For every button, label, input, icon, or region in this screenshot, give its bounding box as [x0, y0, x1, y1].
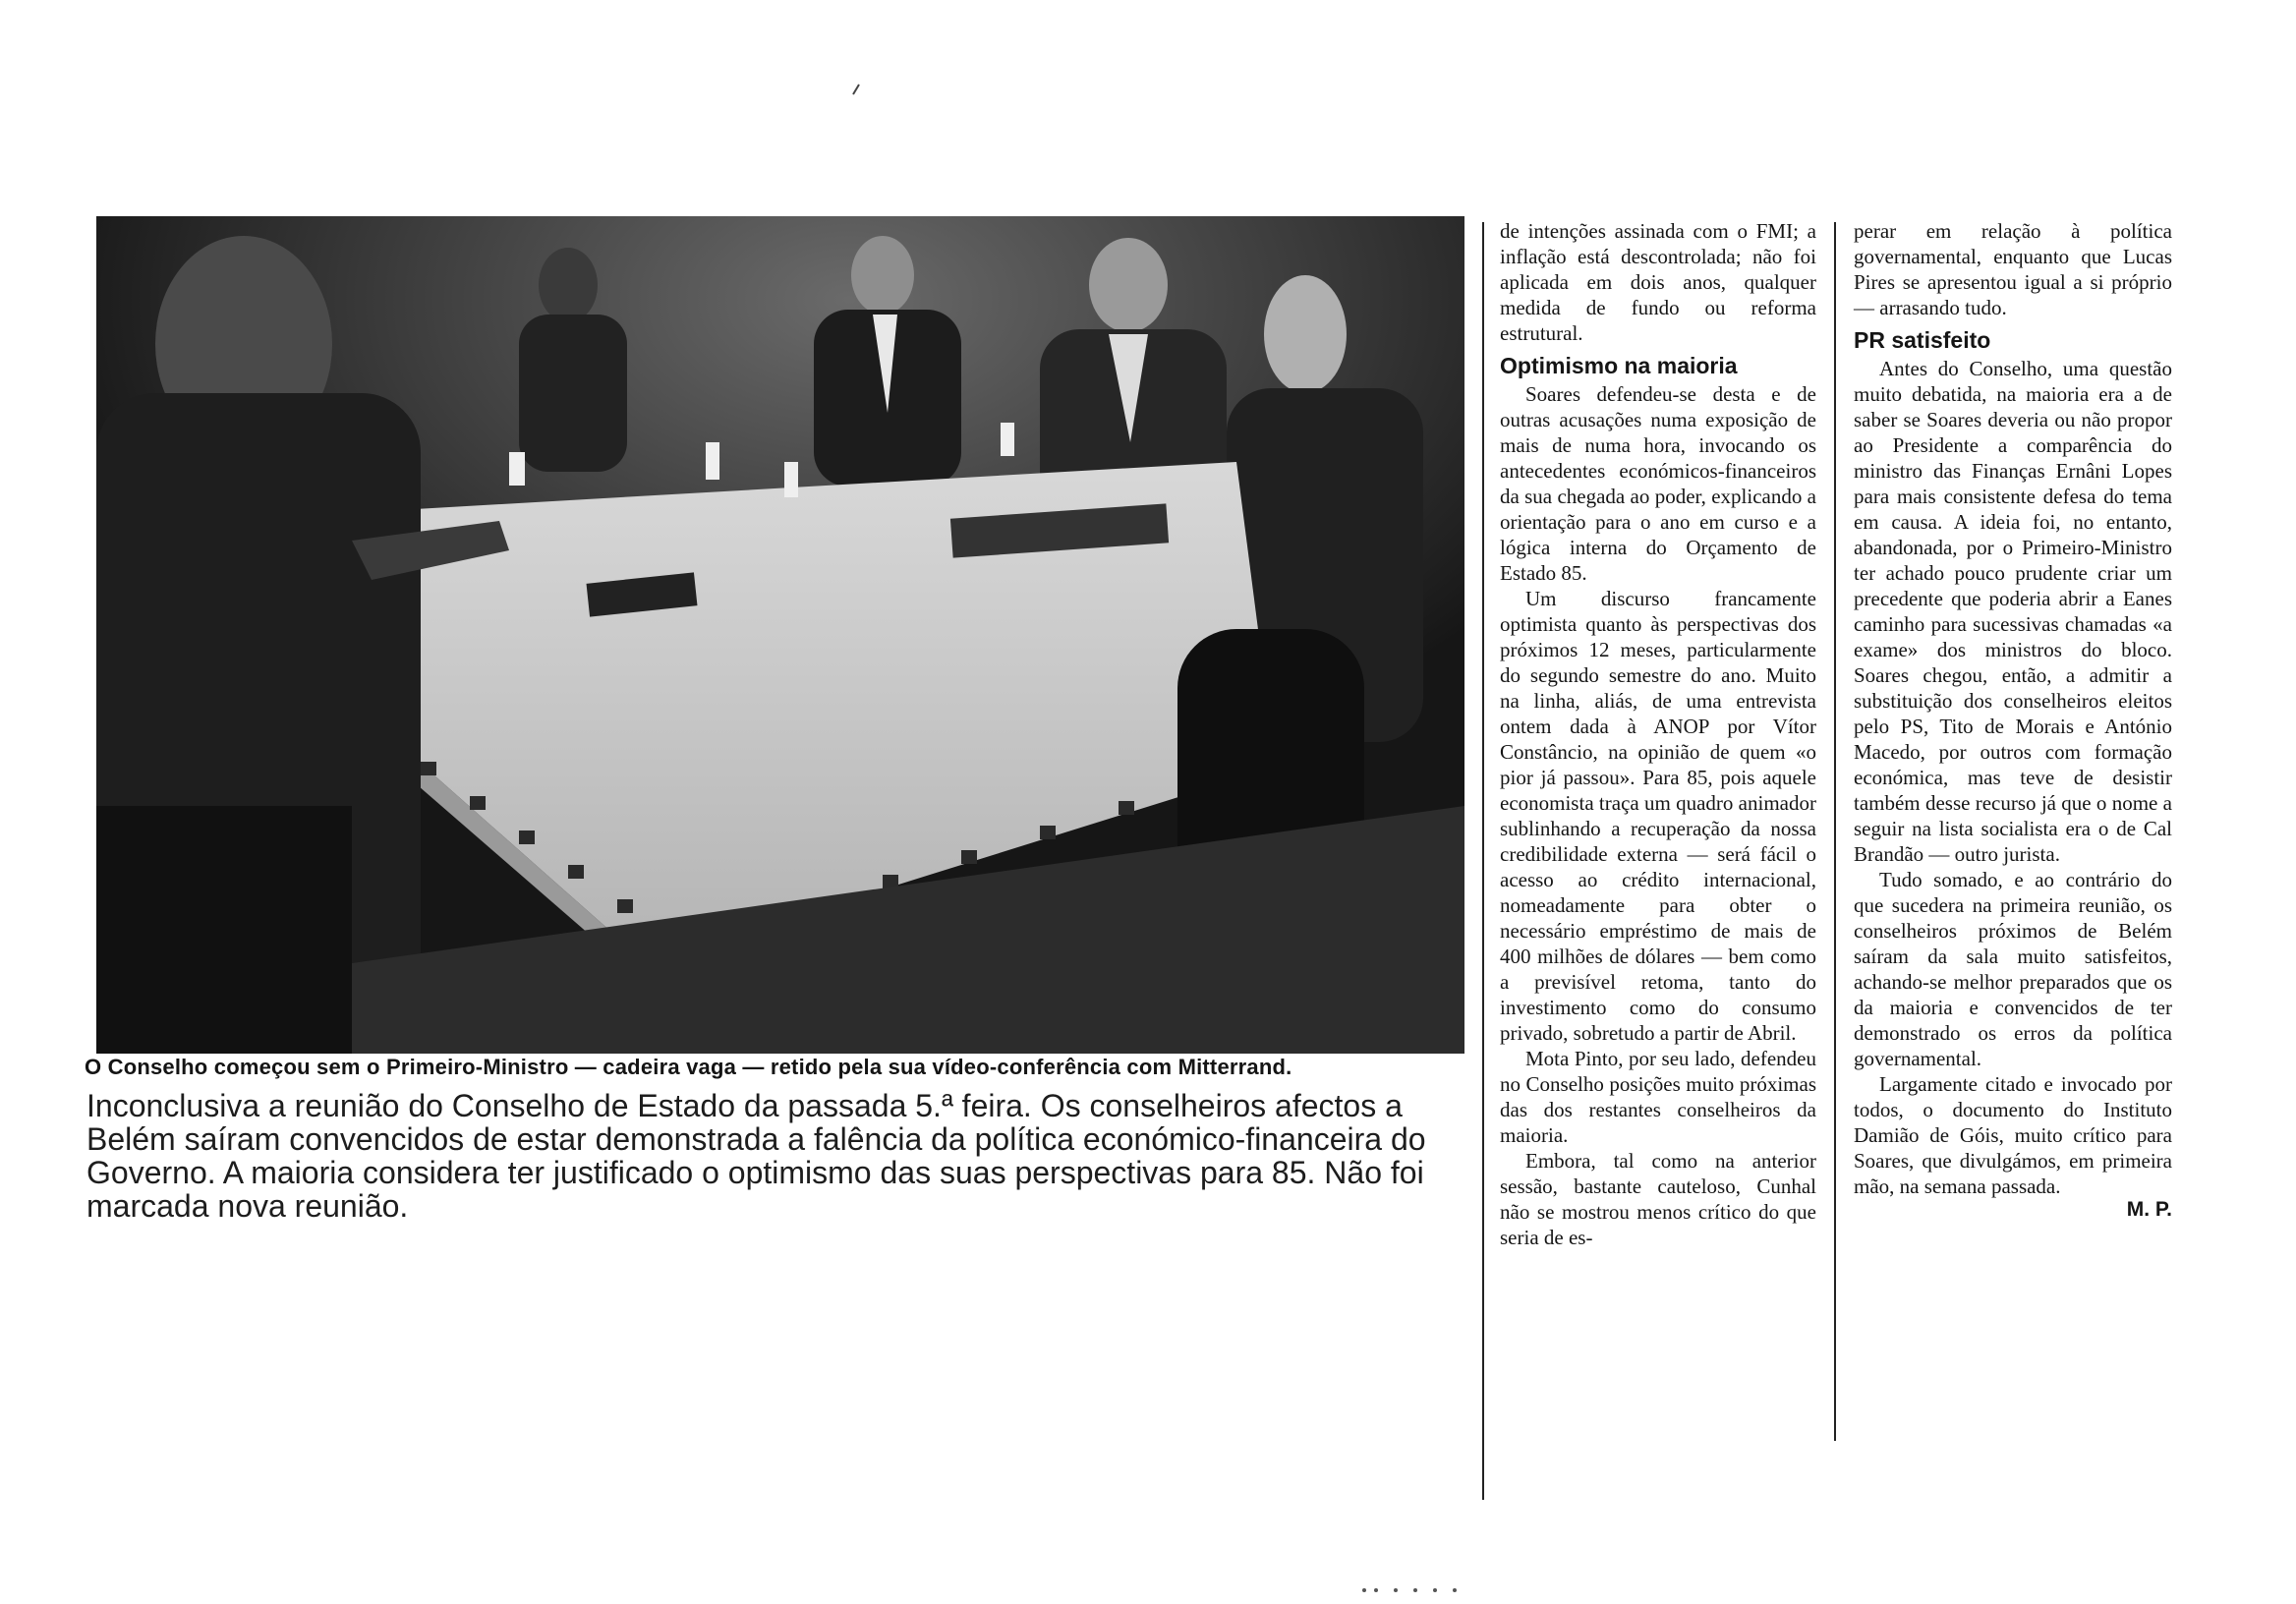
- subheading-pr-satisfeito: PR satisfeito: [1854, 327, 1991, 353]
- column1-paragraph-3: Um discurso francamente optimista quanto às perspectivas dos próximos 12 meses, particularmente do segundo semestre do ano. Muito na linha, aliás, de uma entrevista ontem dada à ANOP por Vítor Constâncio, na opinião de quem «o pior já passou». Para 85, pois aquele economista traça um quadro animador sublinhando a recuperação da nossa credibilidade externa — será fácil o acesso ao crédito internacional, nomeadamente para obter o necessário empréstimo de mais de 400 milhões de dólares — bem como a previsível retoma, tanto do investimento como do consumo privado, sobretudo a partir de Abril.: [1500, 587, 1816, 1045]
- column1-paragraph-2: Soares defendeu-se desta e de outras acusações numa exposição de mais de numa hora, invocando os antecedentes económicos-financeiros da sua chegada ao poder, explicando a orientação para o ano em curso e a lógica interna do Orçamento de Estado 85.: [1500, 382, 1816, 585]
- column-rule-middle: [1834, 222, 1836, 1441]
- article-column-1: [1500, 218, 1816, 1250]
- column2-paragraph-3: Tudo somado, e ao contrário do que sucedera na primeira reunião, os conselheiros próximos de Belém saíram da sala muito satisfeitos, achando-se melhor preparados que os da maioria e convencidos de ter demonstrado os erros da política governamental.: [1854, 868, 2172, 1070]
- photo-caption: O Conselho começou sem o Primeiro-Ministro — cadeira vaga — retido pela sua vídeo-conferência com Mitterrand.: [85, 1055, 1292, 1079]
- column2-paragraph-2: Antes do Conselho, uma questão muito debatida, na maioria era a de saber se Soares deveria ou não propor ao Presidente a comparência do ministro das Finanças Ernâni Lopes para mais consistente defesa do tema em causa. A ideia foi, no entanto, abandonada, por o Primeiro-Ministro ter achado pouco prudente criar um precedente que poderia abrir a Eanes caminho para sucessivas chamadas «a exame» dos ministros do bloco. Soares chegou, então, a admitir a substituição dos conselheiros eleitos pelo PS, Tito de Morais e António Macedo, por outros com formação económica, mas teve de desistir também desse recurso já que o nome a seguir na lista socialista era o de Cal Brandão — outro jurista.: [1854, 357, 2172, 866]
- column1-paragraph-1: de intenções assinada com o FMI; a inflação está descontrolada; não foi aplicada em dois anos, qualquer medida de fundo ou reforma estrutural.: [1500, 219, 1816, 345]
- column2-paragraph-1: perar em relação à política governamental, enquanto que Lucas Pires se apresentou igual a si próprio — arrasando tudo.: [1854, 219, 2172, 319]
- article-column-2: [1854, 218, 2172, 1223]
- subheading-optimismo: Optimismo na maioria: [1500, 353, 1738, 378]
- column1-paragraph-4: Mota Pinto, por seu lado, defendeu no Conselho posições muito próximas das dos restantes conselheiros da maioria.: [1500, 1047, 1816, 1147]
- column-rule-left: [1482, 222, 1484, 1500]
- author-signature: M. P.: [2126, 1198, 2172, 1221]
- lead-paragraph: Inconclusiva a reunião do Conselho de Estado da passada 5.ª feira. Os conselheiros afectos a Belém saíram convencidos de estar demonstrada a falência da política económico-financeira do Governo. A maioria considera ter justificado o optimismo das suas perspectivas para 85. Não foi marcada nova reunião.: [86, 1088, 1426, 1224]
- news-photo: [96, 216, 1464, 1054]
- meeting-photo-icon: [96, 216, 1464, 1054]
- column1-paragraph-5: Embora, tal como na anterior sessão, bastante cauteloso, Cunhal não se mostrou menos crítico do que seria de es-: [1500, 1149, 1816, 1249]
- column2-paragraph-4: Largamente citado e invocado por todos, o documento do Instituto Damião de Góis, muito crítico para Soares, que divulgámos, em primeira mão, na semana passada.: [1854, 1072, 2172, 1198]
